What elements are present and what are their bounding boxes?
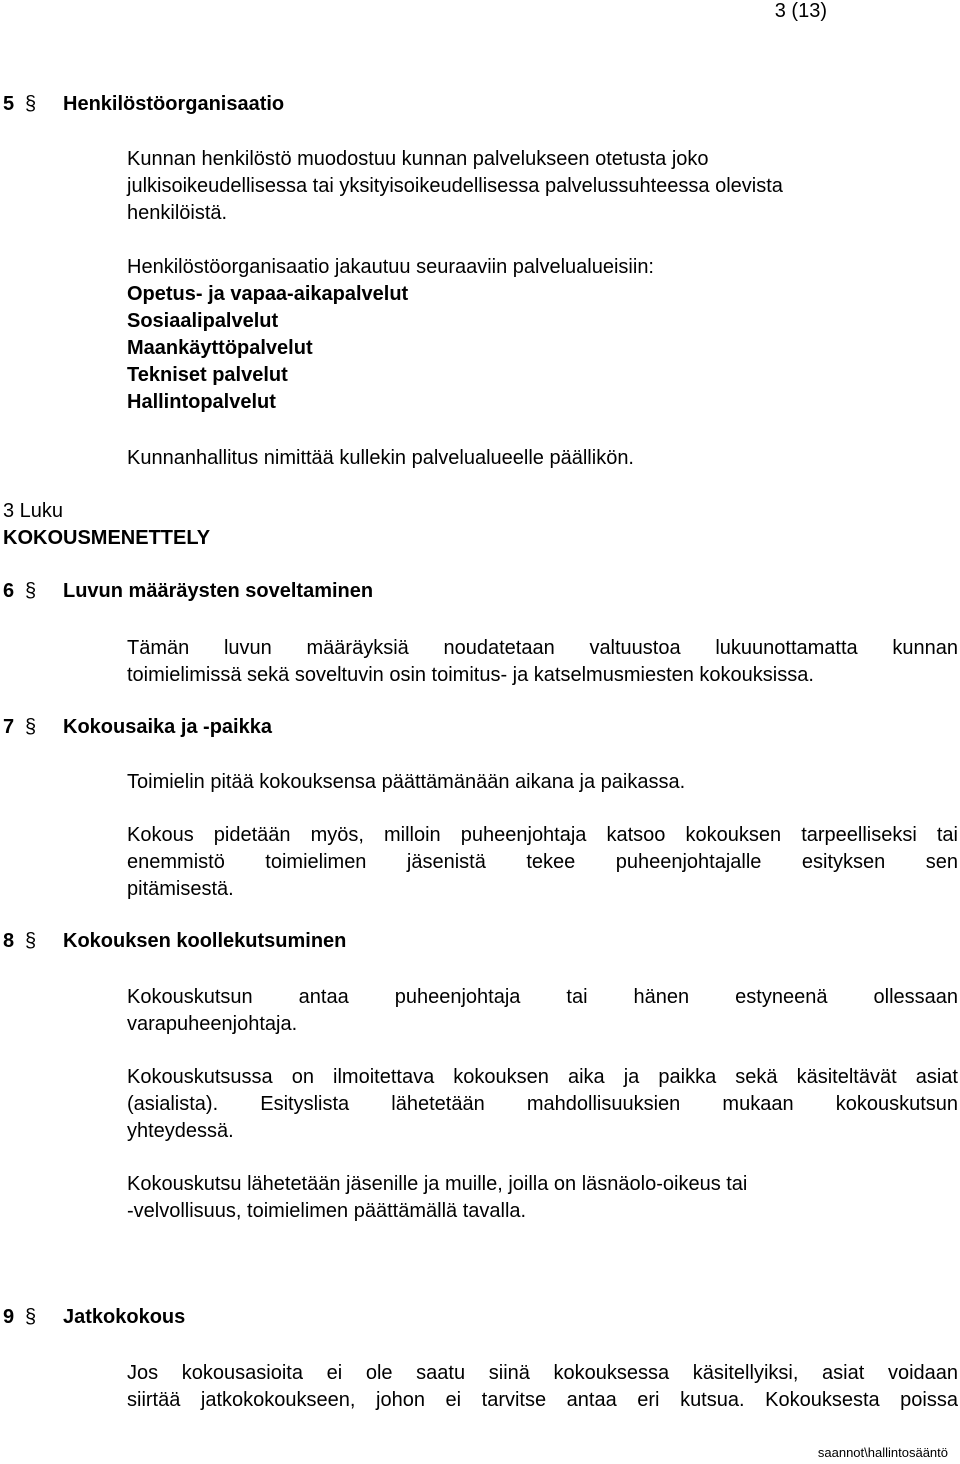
- text-line: henkilöistä.: [127, 202, 228, 224]
- section-5-heading: [3, 93, 284, 116]
- areas-intro: Henkilöstöorganisaatio jakautuu seuraaviin palvelualueisiin:: [127, 256, 654, 278]
- section-number: 7: [3, 716, 15, 738]
- section-7-paragraph-2: [127, 822, 958, 903]
- text-line: enemmistö toimielimen jäsenistä tekee puheenjohtajalle esityksen sen: [127, 851, 958, 873]
- list-item: Tekniset palvelut: [127, 364, 288, 386]
- section-title: Kokousaika ja -paikka: [63, 716, 272, 738]
- section-symbol: §: [25, 93, 37, 115]
- section-8-heading: [3, 930, 346, 953]
- section-number: 5: [3, 93, 15, 115]
- text-line: Kokouskutsussa on ilmoitettava kokouksen aika ja paikka sekä käsiteltävät asiat: [127, 1066, 958, 1088]
- section-symbol: §: [25, 716, 37, 738]
- chapter-title: KOKOUSMENETTELY: [3, 527, 211, 549]
- section-7-paragraph-1: Toimielin pitää kokouksensa päättämänään aikana ja paikassa.: [127, 771, 686, 793]
- section-number: 9: [3, 1306, 15, 1328]
- page-number: 3 (13): [774, 0, 827, 22]
- text-line: varapuheenjohtaja.: [127, 1013, 298, 1035]
- text-line: yhteydessä.: [127, 1120, 234, 1142]
- section-6-paragraph: [127, 635, 958, 689]
- section-symbol: §: [25, 580, 37, 602]
- text-line: -velvollisuus, toimielimen päättämällä tavalla.: [127, 1200, 527, 1222]
- section-5-closing: Kunnanhallitus nimittää kullekin palvelualueelle päällikön.: [127, 447, 634, 469]
- section-9-paragraph: [127, 1360, 958, 1414]
- section-title: Jatkokokous: [63, 1306, 186, 1328]
- section-title: Luvun määräysten soveltaminen: [63, 580, 374, 602]
- list-item: Sosiaalipalvelut: [127, 310, 279, 332]
- section-number: 6: [3, 580, 15, 602]
- section-8-paragraph-2: [127, 1064, 958, 1145]
- section-title: Henkilöstöorganisaatio: [63, 93, 285, 115]
- section-9-heading: [3, 1306, 185, 1329]
- chapter-label: 3 Luku: [3, 500, 64, 522]
- text-line: Tämän luvun määräyksiä noudatetaan valtuustoa lukuunottamatta kunnan: [127, 637, 958, 659]
- text-line: (asialista). Esityslista lähetetään mahdollisuuksien mukaan kokouskutsun: [127, 1093, 958, 1115]
- service-area-list: [127, 281, 408, 416]
- text-line: Kokous pidetään myös, milloin puheenjohtaja katsoo kokouksen tarpeelliseksi tai: [127, 824, 958, 846]
- section-5-intro: [127, 146, 783, 227]
- list-item: Maankäyttöpalvelut: [127, 337, 313, 359]
- list-item: Hallintopalvelut: [127, 391, 276, 413]
- section-8-paragraph-3: [127, 1171, 747, 1225]
- footer-path: saannot\hallintosääntö: [817, 1445, 948, 1460]
- text-line: pitämisestä.: [127, 878, 234, 900]
- section-8-paragraph-1: [127, 984, 958, 1038]
- text-line: toimielimissä sekä soveltuvin osin toimitus- ja katselmusmiesten kokouksissa.: [127, 664, 814, 686]
- text-line: siirtää jatkokokoukseen, johon ei tarvitse antaa eri kutsua. Kokouksesta poissa: [127, 1389, 958, 1411]
- section-6-heading: [3, 580, 373, 603]
- text-line: julkisoikeudellisessa tai yksityisoikeudellisessa palvelussuhteessa olevista: [127, 175, 783, 197]
- section-symbol: §: [25, 1306, 37, 1328]
- text-line: Kokouskutsun antaa puheenjohtaja tai hänen estyneenä ollessaan: [127, 986, 958, 1008]
- list-item: Opetus- ja vapaa-aikapalvelut: [127, 283, 409, 305]
- section-title: Kokouksen koollekutsuminen: [63, 930, 347, 952]
- text-line: Jos kokousasioita ei ole saatu siinä kokouksessa käsitellyiksi, asiat voidaan: [127, 1362, 958, 1384]
- section-symbol: §: [25, 930, 37, 952]
- section-7-heading: [3, 716, 272, 739]
- section-number: 8: [3, 930, 15, 952]
- text-line: Kunnan henkilöstö muodostuu kunnan palvelukseen otetusta joko: [127, 148, 709, 170]
- text-line: Kokouskutsu lähetetään jäsenille ja muille, joilla on läsnäolo-oikeus tai: [127, 1173, 748, 1195]
